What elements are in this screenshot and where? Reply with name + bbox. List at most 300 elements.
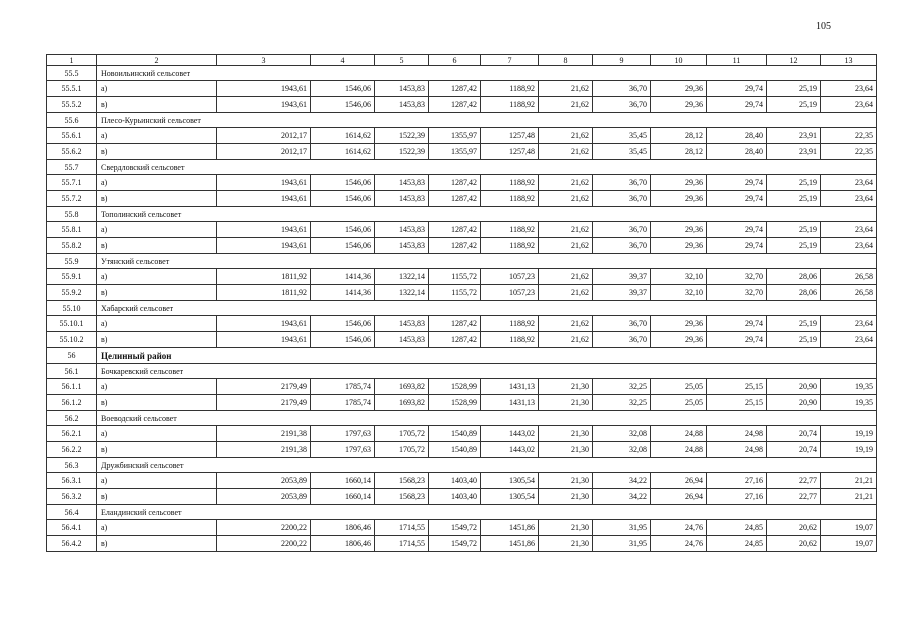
value-cell: 1453,83 (375, 175, 429, 191)
value-cell: 1431,13 (481, 395, 539, 411)
value-cell: 26,94 (651, 489, 707, 505)
value-cell: 20,62 (767, 520, 821, 536)
value-cell: 1811,92 (217, 285, 311, 301)
value-cell: 1540,89 (429, 426, 481, 442)
value-cell: 1188,92 (481, 175, 539, 191)
value-cell: 21,62 (539, 128, 593, 144)
value-row (47, 81, 877, 97)
value-cell: 1660,14 (311, 489, 375, 505)
value-cell: 24,88 (651, 442, 707, 458)
row-code: 55.7 (47, 160, 97, 175)
variant-label: а) (97, 473, 217, 489)
value-cell: 2200,22 (217, 520, 311, 536)
value-cell: 23,64 (821, 222, 877, 238)
value-cell: 21,30 (539, 379, 593, 395)
variant-label: а) (97, 175, 217, 191)
column-header: 11 (707, 55, 767, 66)
value-cell: 26,58 (821, 285, 877, 301)
value-cell: 36,70 (593, 175, 651, 191)
value-cell: 21,30 (539, 395, 593, 411)
value-cell: 2200,22 (217, 536, 311, 552)
value-cell: 24,88 (651, 426, 707, 442)
value-cell: 21,30 (539, 489, 593, 505)
value-cell: 21,62 (539, 97, 593, 113)
value-cell: 1549,72 (429, 536, 481, 552)
section-row (47, 207, 877, 222)
value-cell: 21,30 (539, 442, 593, 458)
value-cell: 1453,83 (375, 222, 429, 238)
value-cell: 19,19 (821, 442, 877, 458)
value-cell: 19,07 (821, 520, 877, 536)
value-cell: 22,35 (821, 128, 877, 144)
value-cell: 22,77 (767, 473, 821, 489)
value-cell: 32,70 (707, 285, 767, 301)
value-cell: 1528,99 (429, 379, 481, 395)
value-cell: 1453,83 (375, 332, 429, 348)
value-cell: 1705,72 (375, 426, 429, 442)
row-code: 55.8 (47, 207, 97, 222)
value-cell: 2053,89 (217, 473, 311, 489)
value-cell: 23,64 (821, 175, 877, 191)
value-cell: 23,64 (821, 81, 877, 97)
section-row (47, 505, 877, 520)
value-cell: 19,07 (821, 536, 877, 552)
value-cell: 31,95 (593, 520, 651, 536)
value-cell: 24,76 (651, 520, 707, 536)
value-row (47, 426, 877, 442)
region-row (47, 348, 877, 364)
value-cell: 1453,83 (375, 191, 429, 207)
value-cell: 26,58 (821, 269, 877, 285)
value-row (47, 536, 877, 552)
value-cell: 1546,06 (311, 222, 375, 238)
row-code: 55.9.2 (47, 285, 97, 301)
value-cell: 1443,02 (481, 442, 539, 458)
row-code: 56.1.2 (47, 395, 97, 411)
value-cell: 21,30 (539, 473, 593, 489)
value-cell: 2191,38 (217, 426, 311, 442)
value-cell: 20,90 (767, 395, 821, 411)
value-cell: 25,19 (767, 238, 821, 254)
value-cell: 21,30 (539, 520, 593, 536)
value-row (47, 175, 877, 191)
row-code: 55.10 (47, 301, 97, 316)
value-cell: 19,35 (821, 395, 877, 411)
value-row (47, 222, 877, 238)
value-cell: 1943,61 (217, 97, 311, 113)
value-cell: 1811,92 (217, 269, 311, 285)
value-cell: 1305,54 (481, 473, 539, 489)
row-code: 56.2.2 (47, 442, 97, 458)
value-cell: 35,45 (593, 128, 651, 144)
column-header: 8 (539, 55, 593, 66)
column-header: 4 (311, 55, 375, 66)
value-cell: 1287,42 (429, 175, 481, 191)
value-cell: 1287,42 (429, 191, 481, 207)
value-cell: 25,05 (651, 379, 707, 395)
value-cell: 1287,42 (429, 81, 481, 97)
variant-label: в) (97, 144, 217, 160)
row-code: 56.1 (47, 364, 97, 379)
value-cell: 27,16 (707, 489, 767, 505)
value-cell: 26,94 (651, 473, 707, 489)
value-cell: 29,36 (651, 238, 707, 254)
value-cell: 21,62 (539, 81, 593, 97)
column-header: 6 (429, 55, 481, 66)
row-code: 55.10.1 (47, 316, 97, 332)
region-title: Целинный район (97, 348, 877, 364)
value-cell: 1806,46 (311, 520, 375, 536)
variant-label: а) (97, 81, 217, 97)
value-cell: 1546,06 (311, 175, 375, 191)
value-cell: 1568,23 (375, 489, 429, 505)
value-cell: 1546,06 (311, 81, 375, 97)
value-cell: 28,40 (707, 144, 767, 160)
row-code: 55.8.2 (47, 238, 97, 254)
value-cell: 21,62 (539, 238, 593, 254)
value-cell: 1257,48 (481, 144, 539, 160)
section-row (47, 113, 877, 128)
value-cell: 36,70 (593, 222, 651, 238)
value-cell: 1693,82 (375, 379, 429, 395)
value-row (47, 395, 877, 411)
value-cell: 21,21 (821, 489, 877, 505)
value-cell: 29,74 (707, 332, 767, 348)
value-cell: 1453,83 (375, 238, 429, 254)
value-cell: 29,36 (651, 97, 707, 113)
value-cell: 2053,89 (217, 489, 311, 505)
section-title: Еландинский сельсовет (97, 505, 877, 520)
value-cell: 29,36 (651, 332, 707, 348)
section-row (47, 301, 877, 316)
value-cell: 23,91 (767, 144, 821, 160)
value-cell: 1785,74 (311, 379, 375, 395)
value-cell: 1546,06 (311, 316, 375, 332)
section-title: Утянский сельсовет (97, 254, 877, 269)
value-cell: 1522,39 (375, 144, 429, 160)
column-header: 3 (217, 55, 311, 66)
value-cell: 34,22 (593, 473, 651, 489)
value-row (47, 489, 877, 505)
value-cell: 22,77 (767, 489, 821, 505)
column-header: 12 (767, 55, 821, 66)
value-cell: 1705,72 (375, 442, 429, 458)
value-cell: 19,35 (821, 379, 877, 395)
value-cell: 21,62 (539, 144, 593, 160)
value-cell: 1188,92 (481, 81, 539, 97)
value-cell: 1322,14 (375, 269, 429, 285)
value-cell: 1188,92 (481, 191, 539, 207)
variant-label: в) (97, 191, 217, 207)
value-cell: 1287,42 (429, 332, 481, 348)
value-cell: 21,62 (539, 285, 593, 301)
value-cell: 1943,61 (217, 332, 311, 348)
value-cell: 1568,23 (375, 473, 429, 489)
value-cell: 21,62 (539, 191, 593, 207)
value-cell: 29,36 (651, 316, 707, 332)
value-cell: 25,19 (767, 97, 821, 113)
value-row (47, 332, 877, 348)
value-cell: 1943,61 (217, 175, 311, 191)
value-cell: 1443,02 (481, 426, 539, 442)
column-header: 1 (47, 55, 97, 66)
value-cell: 24,98 (707, 442, 767, 458)
section-row (47, 254, 877, 269)
value-cell: 24,85 (707, 536, 767, 552)
value-cell: 39,37 (593, 285, 651, 301)
row-code: 55.6.2 (47, 144, 97, 160)
row-code: 56.4.2 (47, 536, 97, 552)
value-cell: 1188,92 (481, 316, 539, 332)
column-header: 7 (481, 55, 539, 66)
value-cell: 24,98 (707, 426, 767, 442)
row-code: 56.2.1 (47, 426, 97, 442)
row-code: 56.1.1 (47, 379, 97, 395)
section-row (47, 66, 877, 81)
value-cell: 1943,61 (217, 238, 311, 254)
section-title: Плесо-Курьинский сельсовет (97, 113, 877, 128)
section-title: Новоильинский сельсовет (97, 66, 877, 81)
section-title: Дружбинский сельсовет (97, 458, 877, 473)
value-cell: 1522,39 (375, 128, 429, 144)
value-cell: 1287,42 (429, 316, 481, 332)
value-cell: 1785,74 (311, 395, 375, 411)
value-row (47, 316, 877, 332)
value-cell: 1355,97 (429, 144, 481, 160)
value-cell: 32,70 (707, 269, 767, 285)
value-cell: 28,40 (707, 128, 767, 144)
variant-label: в) (97, 332, 217, 348)
value-cell: 24,85 (707, 520, 767, 536)
value-cell: 1188,92 (481, 222, 539, 238)
variant-label: в) (97, 285, 217, 301)
value-cell: 35,45 (593, 144, 651, 160)
value-cell: 21,21 (821, 473, 877, 489)
row-code: 55.7.1 (47, 175, 97, 191)
value-cell: 1453,83 (375, 97, 429, 113)
value-cell: 36,70 (593, 238, 651, 254)
value-cell: 20,62 (767, 536, 821, 552)
value-cell: 29,74 (707, 316, 767, 332)
row-code: 55.9 (47, 254, 97, 269)
value-cell: 1287,42 (429, 238, 481, 254)
value-cell: 36,70 (593, 316, 651, 332)
value-cell: 1414,36 (311, 285, 375, 301)
value-cell: 21,30 (539, 426, 593, 442)
value-cell: 27,16 (707, 473, 767, 489)
section-row (47, 411, 877, 426)
value-cell: 1714,55 (375, 536, 429, 552)
value-cell: 25,15 (707, 395, 767, 411)
value-row (47, 238, 877, 254)
variant-label: в) (97, 97, 217, 113)
value-row (47, 442, 877, 458)
value-cell: 25,05 (651, 395, 707, 411)
value-cell: 25,19 (767, 332, 821, 348)
variant-label: в) (97, 442, 217, 458)
value-row (47, 97, 877, 113)
value-cell: 25,19 (767, 316, 821, 332)
value-cell: 20,74 (767, 442, 821, 458)
value-cell: 29,74 (707, 175, 767, 191)
value-cell: 1188,92 (481, 238, 539, 254)
value-cell: 36,70 (593, 191, 651, 207)
value-cell: 36,70 (593, 81, 651, 97)
value-cell: 39,37 (593, 269, 651, 285)
value-cell: 28,12 (651, 144, 707, 160)
column-header: 2 (97, 55, 217, 66)
variant-label: в) (97, 395, 217, 411)
row-code: 55.6.1 (47, 128, 97, 144)
value-cell: 31,95 (593, 536, 651, 552)
row-code: 56.4.1 (47, 520, 97, 536)
row-code: 55.10.2 (47, 332, 97, 348)
value-row (47, 379, 877, 395)
header-row (47, 55, 877, 66)
value-cell: 1797,63 (311, 426, 375, 442)
value-cell: 1943,61 (217, 222, 311, 238)
value-row (47, 144, 877, 160)
value-cell: 1943,61 (217, 81, 311, 97)
value-cell: 22,35 (821, 144, 877, 160)
value-cell: 2191,38 (217, 442, 311, 458)
variant-label: а) (97, 222, 217, 238)
value-cell: 34,22 (593, 489, 651, 505)
row-code: 56.3.2 (47, 489, 97, 505)
value-cell: 25,19 (767, 175, 821, 191)
section-title: Тополинский сельсовет (97, 207, 877, 222)
value-cell: 2012,17 (217, 144, 311, 160)
value-cell: 32,10 (651, 285, 707, 301)
value-cell: 1057,23 (481, 285, 539, 301)
value-cell: 1155,72 (429, 285, 481, 301)
value-cell: 1943,61 (217, 316, 311, 332)
value-cell: 1806,46 (311, 536, 375, 552)
variant-label: в) (97, 238, 217, 254)
value-cell: 1546,06 (311, 238, 375, 254)
value-cell: 28,06 (767, 285, 821, 301)
value-cell: 1714,55 (375, 520, 429, 536)
value-cell: 21,62 (539, 175, 593, 191)
value-cell: 21,62 (539, 316, 593, 332)
value-cell: 1614,62 (311, 128, 375, 144)
variant-label: а) (97, 426, 217, 442)
section-row (47, 458, 877, 473)
row-code: 55.9.1 (47, 269, 97, 285)
row-code: 56.3 (47, 458, 97, 473)
value-cell: 1188,92 (481, 97, 539, 113)
value-cell: 1403,40 (429, 489, 481, 505)
section-title: Воеводский сельсовет (97, 411, 877, 426)
value-cell: 29,74 (707, 97, 767, 113)
value-cell: 1660,14 (311, 473, 375, 489)
value-cell: 1057,23 (481, 269, 539, 285)
value-cell: 1188,92 (481, 332, 539, 348)
value-cell: 1540,89 (429, 442, 481, 458)
value-cell: 25,19 (767, 81, 821, 97)
row-code: 55.5.1 (47, 81, 97, 97)
value-cell: 29,74 (707, 222, 767, 238)
value-cell: 1797,63 (311, 442, 375, 458)
value-cell: 29,36 (651, 222, 707, 238)
variant-label: а) (97, 128, 217, 144)
value-row (47, 191, 877, 207)
variant-label: а) (97, 269, 217, 285)
row-code: 56.2 (47, 411, 97, 426)
value-cell: 25,15 (707, 379, 767, 395)
section-row (47, 364, 877, 379)
value-cell: 21,62 (539, 269, 593, 285)
row-code: 56.4 (47, 505, 97, 520)
value-cell: 20,90 (767, 379, 821, 395)
section-title: Хабарский сельсовет (97, 301, 877, 316)
value-cell: 29,74 (707, 81, 767, 97)
column-header: 13 (821, 55, 877, 66)
row-code: 55.5 (47, 66, 97, 81)
section-row (47, 160, 877, 175)
value-cell: 28,06 (767, 269, 821, 285)
section-title: Бочкаревский сельсовет (97, 364, 877, 379)
value-cell: 1546,06 (311, 97, 375, 113)
value-cell: 29,74 (707, 191, 767, 207)
value-cell: 29,36 (651, 191, 707, 207)
value-cell: 1528,99 (429, 395, 481, 411)
value-cell: 2179,49 (217, 395, 311, 411)
value-cell: 1453,83 (375, 316, 429, 332)
value-cell: 23,91 (767, 128, 821, 144)
value-cell: 25,19 (767, 222, 821, 238)
value-cell: 29,36 (651, 81, 707, 97)
row-code: 55.6 (47, 113, 97, 128)
value-cell: 1549,72 (429, 520, 481, 536)
value-cell: 21,30 (539, 536, 593, 552)
value-cell: 23,64 (821, 332, 877, 348)
row-code: 55.8.1 (47, 222, 97, 238)
value-cell: 32,10 (651, 269, 707, 285)
column-header: 10 (651, 55, 707, 66)
row-code: 56 (47, 348, 97, 364)
value-cell: 20,74 (767, 426, 821, 442)
value-cell: 23,64 (821, 191, 877, 207)
value-cell: 25,19 (767, 191, 821, 207)
value-cell: 28,12 (651, 128, 707, 144)
variant-label: а) (97, 316, 217, 332)
value-cell: 1431,13 (481, 379, 539, 395)
value-cell: 2012,17 (217, 128, 311, 144)
value-cell: 21,62 (539, 222, 593, 238)
value-cell: 1305,54 (481, 489, 539, 505)
value-cell: 29,74 (707, 238, 767, 254)
value-cell: 1614,62 (311, 144, 375, 160)
row-code: 55.5.2 (47, 97, 97, 113)
value-cell: 1693,82 (375, 395, 429, 411)
value-row (47, 520, 877, 536)
value-cell: 32,08 (593, 426, 651, 442)
value-cell: 24,76 (651, 536, 707, 552)
value-cell: 1155,72 (429, 269, 481, 285)
value-cell: 23,64 (821, 97, 877, 113)
value-cell: 21,62 (539, 332, 593, 348)
value-cell: 1546,06 (311, 332, 375, 348)
page-number: 105 (816, 21, 831, 32)
column-header: 5 (375, 55, 429, 66)
value-cell: 1287,42 (429, 97, 481, 113)
value-cell: 2179,49 (217, 379, 311, 395)
section-title: Свердловский сельсовет (97, 160, 877, 175)
value-cell: 23,64 (821, 316, 877, 332)
value-cell: 1403,40 (429, 473, 481, 489)
value-cell: 29,36 (651, 175, 707, 191)
